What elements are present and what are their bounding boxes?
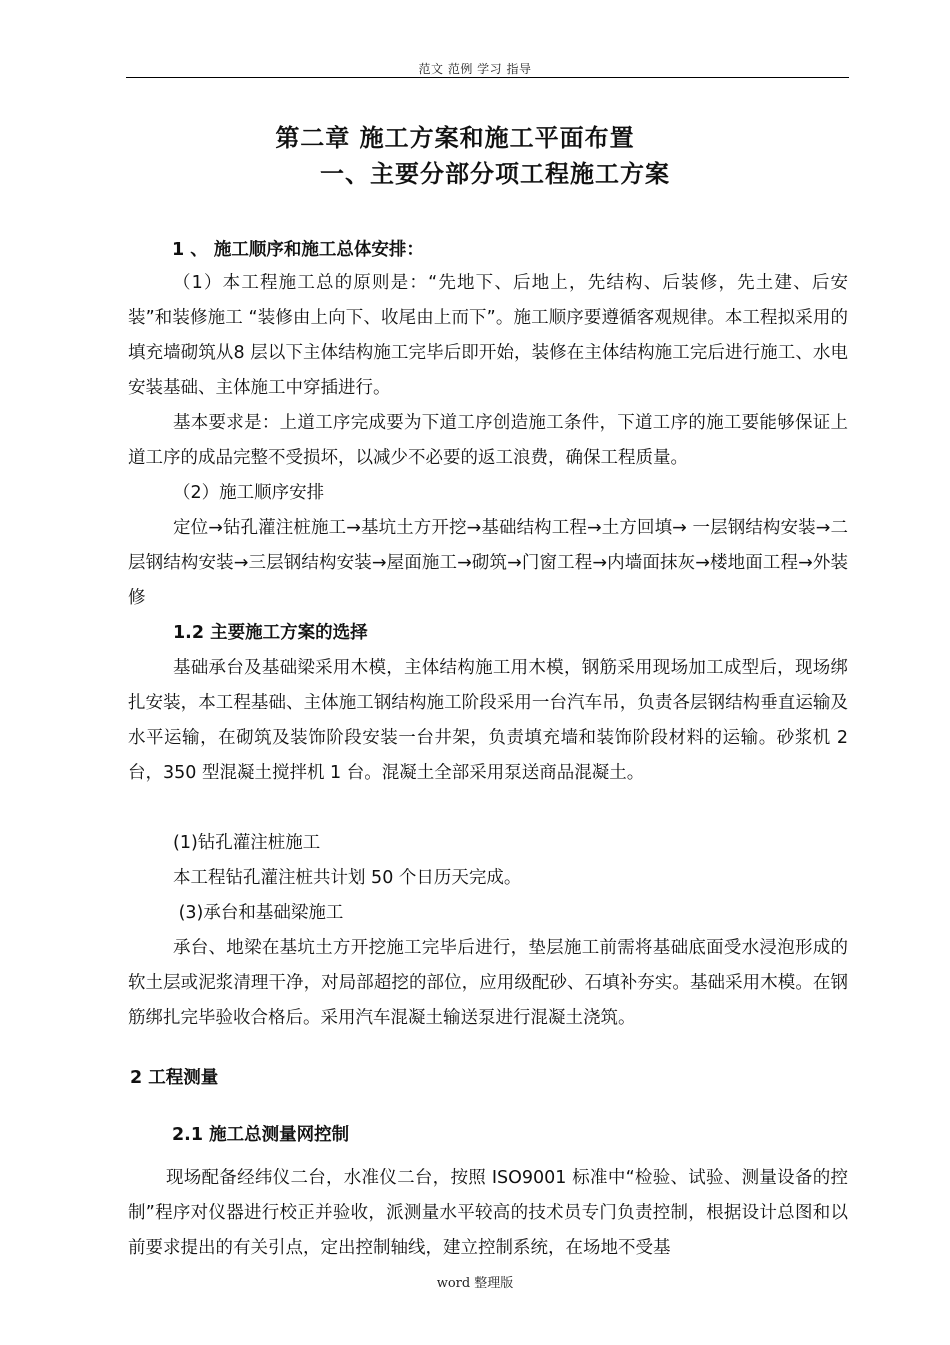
paragraph-sequence-title: （2）施工顺序安排 [173, 483, 325, 503]
section-title: 一、主要分部分项工程施工方案 [320, 160, 670, 188]
heading-1-2 [128, 616, 848, 651]
paragraph-principle: （1）本工程施工总的原则是：“先地下、后地上，先结构、后装修，先土建、后安装”和装修施工 “装修由上向下、收尾由上而下”。施工顺序要遵循客观规律。本工程拟采用的填充墙砌筑从8 层以下主体结构施工完毕后即开始，装修在主体结构施工完后进行施工、水电安装基础、主体施工中穿插进行。 [128, 273, 848, 398]
heading-1-2-text: 1.2 主要施工方案的选择 [173, 623, 368, 643]
paragraph-pile: 本工程钻孔灌注桩共计划 50 个日历天完成。 [173, 868, 522, 888]
paragraph-sequence: 定位→钻孔灌注桩施工→基坑土方开挖→基础结构工程→土方回填→ 一层钢结构安装→二层钢结构安装→三层钢结构安装→屋面施工→砌筑→门窗工程→内墙面抹灰→楼地面工程→外装修 [128, 518, 848, 608]
page-footer: word 整理版 [436, 1276, 514, 1291]
header-rule [126, 77, 849, 78]
paragraph-pile-title: (1)钻孔灌注桩施工 [173, 833, 321, 853]
heading-2: 2 工程测量 [130, 1068, 219, 1088]
paragraph-scheme: 基础承台及基础梁采用木模，主体结构施工用木模，钢筋采用现场加工成型后，现场绑扎安装，本工程基础、主体施工钢结构施工阶段采用一台汽车吊，负责各层钢结构垂直运输及水平运输，在砌筑及装饰阶段安装一台井架，负责填充墙和装饰阶段材料的运输。砂浆机 2 台，350 型混凝土搅拌机 1 台。混凝土全部采用泵送商品混凝土。 [128, 658, 848, 783]
paragraph-cap-title: (3)承台和基础梁施工 [173, 903, 344, 923]
heading-1: 1 、 施工顺序和施工总体安排： [172, 240, 424, 260]
paragraph-basic-requirement: 基本要求是：上道工序完成要为下道工序创造施工条件，下道工序的施工要能够保证上道工序的成品完整不受损坏，以减少不必要的返工浪费，确保工程质量。 [128, 413, 848, 468]
chapter-title: 第二章 施工方案和施工平面布置 [275, 124, 635, 152]
heading-2-1: 2.1 施工总测量网控制 [172, 1125, 350, 1145]
paragraph-survey: 现场配备经纬仪二台，水准仪二台，按照 ISO9001 标准中“检验、试验、测量设备的控制”程序对仪器进行校正并验收，派测量水平较高的技术员专门负责控制，根据设计总图和以前要求提出的有关引点，定出控制轴线，建立控制系统，在场地不受基 [128, 1168, 848, 1258]
paragraph-cap: 承台、地梁在基坑土方开挖施工完毕后进行，垫层施工前需将基础底面受水浸泡形成的软土层或泥浆清理干净，对局部超挖的部位，应用级配砂、石填补夯实。基础采用木模。在钢筋绑扎完毕验收合格后。采用汽车混凝土输送泵进行混凝土浇筑。 [128, 938, 848, 1028]
page-header: 范文 范例 学习 指导 [418, 62, 532, 76]
